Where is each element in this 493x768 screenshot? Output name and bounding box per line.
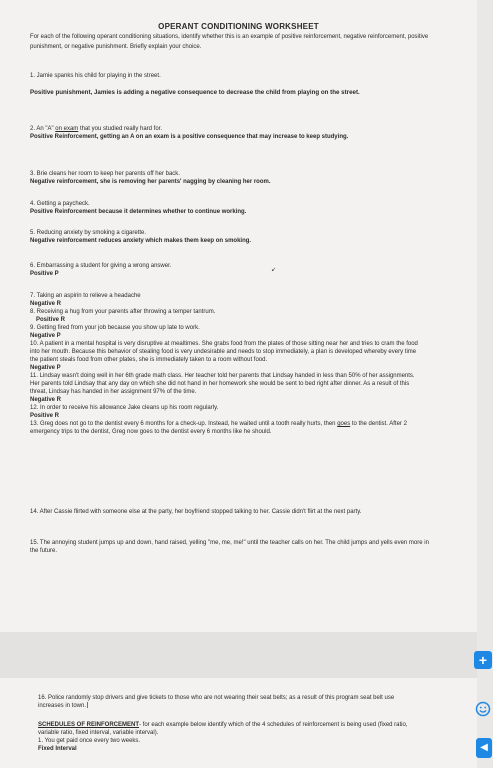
answer-text[interactable]: Negative R	[30, 397, 62, 403]
question-5	[30, 229, 430, 245]
question-text: 11. Lindsay wasn't doing well in her 6th grade math class. Her teacher told her parents that Lindsay handed in less than 50% of her assignments. Her parents told Lindsay that any day on which she did not hand in her homework she would be sent to bed right after dinner. As a result of this threat, Lindsay has handed in her assignment 97% of the time.	[30, 373, 415, 395]
answer-text[interactable]: Negative reinforcement reduces anxiety which makes them keep on smoking.	[30, 238, 252, 244]
worksheet-intro: For each of the following operant conditioning situations, identify whether this is an example of positive reinforcement, negative reinforcement, positive punishment, or negative punishment. Briefly explain your choice.	[30, 34, 429, 50]
arrow-icon[interactable]: ◀	[476, 738, 492, 758]
smile-icon[interactable]	[474, 700, 492, 718]
answer-text[interactable]: Negative R	[30, 301, 62, 307]
mouse-cursor-icon: ↙	[271, 267, 277, 273]
answer-text[interactable]: Positive R	[30, 413, 60, 419]
schedules-section	[38, 721, 408, 753]
question-16	[38, 694, 408, 710]
question-text[interactable]: 16. Police randomly stop drivers and give tickets to those who are not wearing their seat belts; as a result of this program seat belt use increases in town.	[38, 695, 395, 709]
answer-text[interactable]: Negative reinforcement, she is removing her parents' nagging by cleaning her room.	[30, 179, 271, 185]
worksheet-title: OPERANT CONDITIONING WORKSHEET	[158, 22, 319, 31]
question-text: 13. Greg does not go to the dentist every 6 months for a check-up. Instead, he waited until a tooth really hurts, then goes to the dentist. After 2 emergency trips to the dentist, Greg now goes to the dentist every 6 months like he should.	[30, 421, 407, 435]
schedule-question-1: 1. You get paid once every two weeks.	[38, 738, 141, 744]
answer-text[interactable]: Positive R	[36, 317, 66, 323]
question-text: 10. A patient in a mental hospital is very disruptive at mealtimes. She grabs food from the plates of those sitting near her and tries to cram the food into her mouth. Because this behavior of stealing food is very undesirable and needs to stop immediately, a plan is developed whereby every time the patient steals food from other plates, she is immediately taken to a room without food.	[30, 341, 418, 363]
answer-text[interactable]: Positive Reinforcement because it determines whether to continue working.	[30, 209, 247, 215]
question-text: 5. Reducing anxiety by smoking a cigarette.	[30, 230, 147, 236]
question-text: 12. In order to receive his allowance Jake cleans up his room regularly.	[30, 405, 219, 411]
question-text: 8. Receiving a hug from your parents after throwing a temper tantrum.	[30, 309, 216, 315]
schedule-answer-1[interactable]: Fixed Interval	[38, 746, 77, 752]
question-2	[30, 125, 430, 141]
question-text: 15. The annoying student jumps up and down, hand raised, yelling "me, me, me!" until the teacher calls on her. The child jumps and yells even more in the future.	[30, 540, 429, 554]
question-text: 14. After Cassie flirted with someone else at the party, her boyfriend stopped talking to her. Cassie didn't flirt at the next party.	[30, 509, 362, 515]
worksheet-page-2	[0, 678, 477, 768]
answer-text[interactable]: Negative P	[30, 333, 61, 339]
question-3	[30, 170, 430, 186]
smile-icon-svg	[475, 701, 491, 717]
question-14	[30, 508, 430, 516]
question-text: 2. An "A" on exam that you studied really hard for.	[30, 126, 163, 132]
question-15	[30, 539, 430, 555]
question-text: 7. Taking an aspirin to relieve a headache	[30, 293, 141, 299]
question-6	[30, 262, 430, 278]
question-text: 6. Embarrassing a student for giving a wrong answer.	[30, 263, 172, 269]
schedules-intro: SCHEDULES OF REINFORCEMENT- for each example below identify which of the 4 schedules of reinforcement is being used (fixed ratio, variable ratio, fixed interval, variable interval).	[38, 722, 408, 736]
add-icon[interactable]: +	[474, 651, 492, 669]
text-caret	[87, 702, 88, 708]
question-text: 3. Brie cleans her room to keep her parents off her back.	[30, 171, 180, 177]
question-text: 4. Getting a paycheck.	[30, 201, 90, 207]
answer-text[interactable]: Positive P	[30, 271, 59, 277]
questions-7-13	[30, 292, 430, 436]
question-text: 1. Jamie spanks his child for playing in the street.	[30, 73, 161, 79]
answer-text[interactable]: Positive punishment, Jamies is adding a negative consequence to decrease the child from playing on the street.	[30, 89, 360, 96]
question-1	[30, 72, 430, 99]
question-text: 9. Getting fired from your job because you show up late to work.	[30, 325, 200, 331]
page-gap	[0, 632, 477, 678]
answer-text[interactable]: Negative P	[30, 365, 61, 371]
question-4	[30, 200, 430, 216]
answer-text[interactable]: Positive Reinforcement, getting an A on an exam is a positive consequence that may increase to keep studying.	[30, 134, 349, 140]
